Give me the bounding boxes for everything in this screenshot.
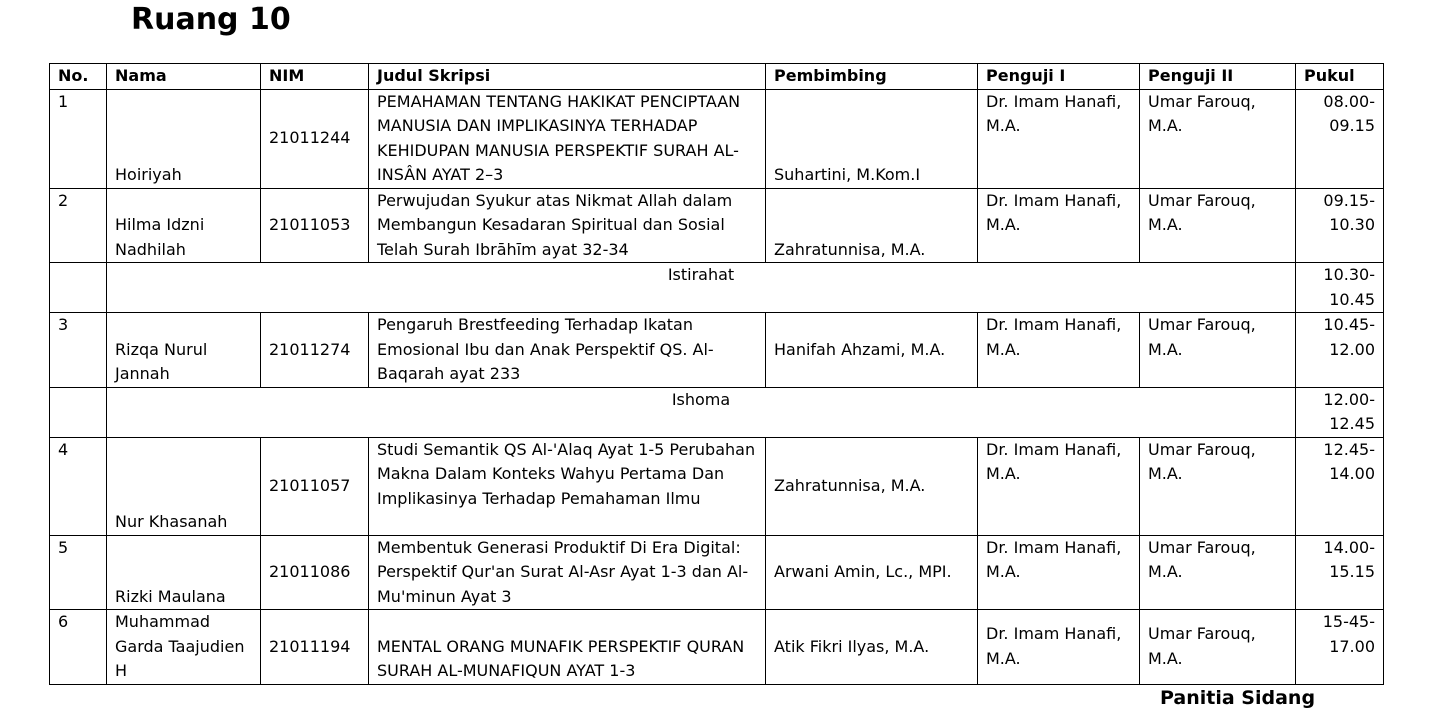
break-label: Ishoma (107, 387, 1296, 437)
cell-nama: Hilma Idzni Nadhilah (107, 188, 261, 263)
cell-judul: Studi Semantik QS Al-'Alaq Ayat 1-5 Perubahan Makna Dalam Konteks Wahyu Pertama Dan Implikasinya Terhadap Pemahaman Ilmu (369, 437, 766, 535)
table-row (50, 188, 1384, 263)
cell-penguji-1: Dr. Imam Hanafi, M.A. (978, 313, 1140, 388)
cell-penguji-1: Dr. Imam Hanafi, M.A. (978, 535, 1140, 610)
cell-pukul: 14.00-15.15 (1296, 535, 1384, 610)
header-penguji-1: Penguji I (978, 64, 1140, 90)
cell-pembimbing: Atik Fikri Ilyas, M.A. (766, 610, 978, 685)
cell-penguji-1: Dr. Imam Hanafi, M.A. (978, 89, 1140, 188)
header-pembimbing: Pembimbing (766, 64, 978, 90)
table-row (50, 437, 1384, 535)
page-title: Ruang 10 (131, 2, 291, 37)
footer-signature: Panitia Sidang (1160, 687, 1316, 709)
header-judul: Judul Skripsi (369, 64, 766, 90)
cell-pukul: 15-45-17.00 (1296, 610, 1384, 685)
cell-penguji-2: Umar Farouq, M.A. (1140, 313, 1296, 388)
cell-nama: Nur Khasanah (107, 437, 261, 535)
cell-judul: PEMAHAMAN TENTANG HAKIKAT PENCIPTAAN MANUSIA DAN IMPLIKASINYA TERHADAP KEHIDUPAN MANUSIA PERSPEKTIF SURAH AL-INSÂN AYAT 2–3 (369, 89, 766, 188)
cell-penguji-2: Umar Farouq, M.A. (1140, 535, 1296, 610)
break-row (50, 387, 1384, 437)
cell-no: 2 (50, 188, 107, 263)
cell-pukul: 09.15-10.30 (1296, 188, 1384, 263)
cell-penguji-1: Dr. Imam Hanafi, M.A. (978, 188, 1140, 263)
cell-nim: 21011086 (261, 535, 369, 610)
cell-empty (50, 263, 107, 313)
cell-nama: Rizqa Nurul Jannah (107, 313, 261, 388)
cell-penguji-1: Dr. Imam Hanafi, M.A. (978, 437, 1140, 535)
cell-empty (50, 387, 107, 437)
cell-nim: 21011194 (261, 610, 369, 685)
cell-nama: Muhammad Garda Taajudien H (107, 610, 261, 685)
cell-penguji-2: Umar Farouq, M.A. (1140, 188, 1296, 263)
header-nim: NIM (261, 64, 369, 90)
cell-judul: Perwujudan Syukur atas Nikmat Allah dalam Membangun Kesadaran Spiritual dan Sosial Telah Surah Ibrāhīm ayat 32-34 (369, 188, 766, 263)
table-row (50, 535, 1384, 610)
cell-pembimbing: Zahratunnisa, M.A. (766, 188, 978, 263)
header-nama: Nama (107, 64, 261, 90)
break-label: Istirahat (107, 263, 1296, 313)
cell-pukul: 10.45-12.00 (1296, 313, 1384, 388)
header-no: No. (50, 64, 107, 90)
table-row (50, 610, 1384, 685)
cell-nim: 21011244 (261, 89, 369, 188)
cell-pembimbing: Hanifah Ahzami, M.A. (766, 313, 978, 388)
break-row (50, 263, 1384, 313)
cell-pukul: 10.30-10.45 (1296, 263, 1384, 313)
cell-judul: Pengaruh Brestfeeding Terhadap Ikatan Emosional Ibu dan Anak Perspektif QS. Al-Baqarah ayat 233 (369, 313, 766, 388)
table-row (50, 89, 1384, 188)
header-penguji-2: Penguji II (1140, 64, 1296, 90)
cell-nim: 21011057 (261, 437, 369, 535)
cell-nama: Rizki Maulana (107, 535, 261, 610)
cell-no: 4 (50, 437, 107, 535)
cell-penguji-1: Dr. Imam Hanafi, M.A. (978, 610, 1140, 685)
cell-nim: 21011274 (261, 313, 369, 388)
cell-nim: 21011053 (261, 188, 369, 263)
cell-pukul: 12.45-14.00 (1296, 437, 1384, 535)
cell-pukul: 12.00-12.45 (1296, 387, 1384, 437)
cell-pembimbing: Arwani Amin, Lc., MPI. (766, 535, 978, 610)
header-pukul: Pukul (1296, 64, 1384, 90)
schedule-table (49, 63, 1384, 685)
cell-no: 3 (50, 313, 107, 388)
cell-no: 1 (50, 89, 107, 188)
cell-pembimbing: Zahratunnisa, M.A. (766, 437, 978, 535)
cell-nama: Hoiriyah (107, 89, 261, 188)
table-header-row (50, 64, 1384, 90)
table-row (50, 313, 1384, 388)
cell-no: 5 (50, 535, 107, 610)
cell-penguji-2: Umar Farouq, M.A. (1140, 89, 1296, 188)
cell-judul: Membentuk Generasi Produktif Di Era Digital: Perspektif Qur'an Surat Al-Asr Ayat 1-3 dan Al- Mu'minun Ayat 3 (369, 535, 766, 610)
cell-penguji-2: Umar Farouq, M.A. (1140, 437, 1296, 535)
cell-no: 6 (50, 610, 107, 685)
cell-judul: MENTAL ORANG MUNAFIK PERSPEKTIF QURAN SURAH AL-MUNAFIQUN AYAT 1-3 (369, 610, 766, 685)
cell-pukul: 08.00-09.15 (1296, 89, 1384, 188)
cell-pembimbing: Suhartini, M.Kom.I (766, 89, 978, 188)
cell-penguji-2: Umar Farouq, M.A. (1140, 610, 1296, 685)
